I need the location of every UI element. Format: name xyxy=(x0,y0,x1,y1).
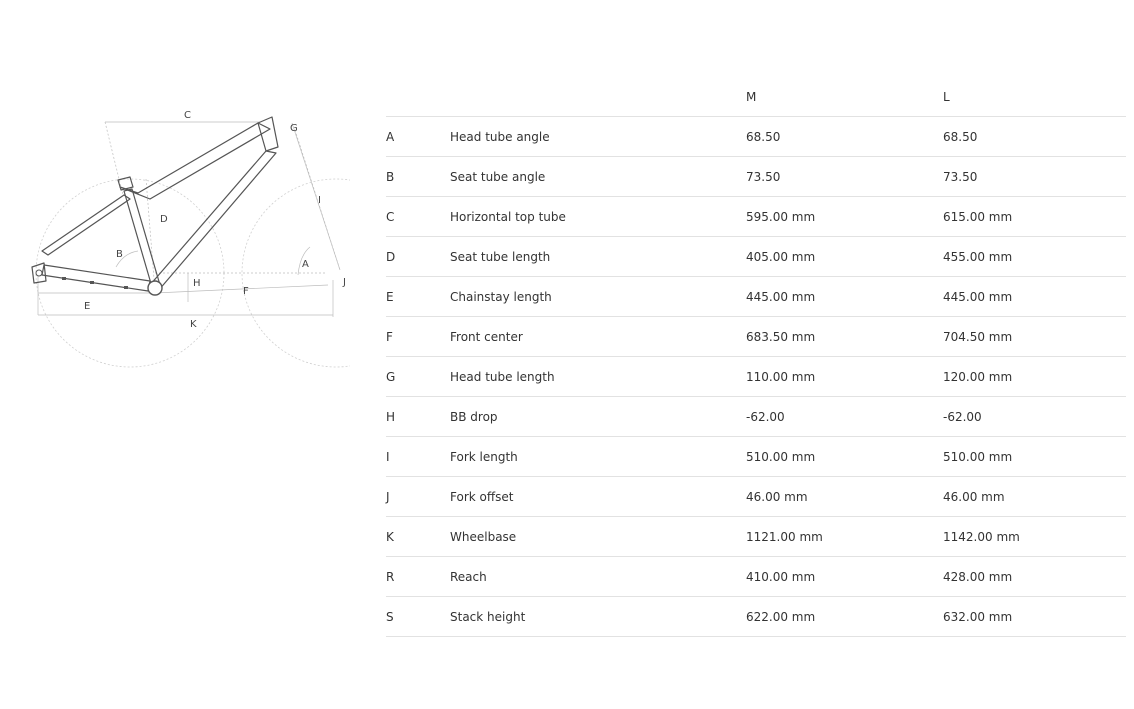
frame-tubes xyxy=(32,117,278,291)
header-key xyxy=(386,77,450,117)
row-name: Fork offset xyxy=(450,477,746,517)
dim-label-c: C xyxy=(184,110,191,121)
row-value-l: 120.00 mm xyxy=(943,357,1126,397)
row-key: F xyxy=(386,317,450,357)
row-name: Seat tube length xyxy=(450,237,746,277)
dim-label-d: D xyxy=(160,214,168,225)
row-value-l: 73.50 xyxy=(943,157,1126,197)
dim-label-j: J xyxy=(343,277,346,288)
row-value-l: -62.00 xyxy=(943,397,1126,437)
row-key: K xyxy=(386,517,450,557)
row-value-l: 632.00 mm xyxy=(943,597,1126,637)
row-value-m: 68.50 xyxy=(746,117,943,157)
table-row xyxy=(386,597,1126,637)
table-row xyxy=(386,277,1126,317)
dimension-lines xyxy=(38,122,340,317)
row-key: B xyxy=(386,157,450,197)
dim-label-a: A xyxy=(302,259,309,270)
row-name: Front center xyxy=(450,317,746,357)
table-row xyxy=(386,197,1126,237)
table-row xyxy=(386,397,1126,437)
row-key: E xyxy=(386,277,450,317)
row-key: H xyxy=(386,397,450,437)
row-name: Seat tube angle xyxy=(450,157,746,197)
row-name: BB drop xyxy=(450,397,746,437)
row-value-m: 510.00 mm xyxy=(746,437,943,477)
table-header-row xyxy=(386,77,1126,117)
table-row xyxy=(386,477,1126,517)
row-name: Reach xyxy=(450,557,746,597)
table-row xyxy=(386,117,1126,157)
table-row xyxy=(386,237,1126,277)
row-name: Chainstay length xyxy=(450,277,746,317)
row-value-m: 445.00 mm xyxy=(746,277,943,317)
row-name: Head tube angle xyxy=(450,117,746,157)
table-row xyxy=(386,157,1126,197)
row-key: G xyxy=(386,357,450,397)
geometry-table xyxy=(386,77,1126,637)
row-value-m: 410.00 mm xyxy=(746,557,943,597)
row-value-m: 110.00 mm xyxy=(746,357,943,397)
row-key: I xyxy=(386,437,450,477)
row-value-m: 405.00 mm xyxy=(746,237,943,277)
rear-axle xyxy=(36,270,42,276)
row-name: Horizontal top tube xyxy=(450,197,746,237)
row-key: A xyxy=(386,117,450,157)
row-value-l: 46.00 mm xyxy=(943,477,1126,517)
table-row xyxy=(386,357,1126,397)
row-value-m: 46.00 mm xyxy=(746,477,943,517)
row-key: D xyxy=(386,237,450,277)
row-key: J xyxy=(386,477,450,517)
dim-label-b: B xyxy=(116,249,123,260)
header-size-m: M xyxy=(746,77,943,117)
table-row xyxy=(386,517,1126,557)
dim-label-f: F xyxy=(243,286,249,297)
row-key: S xyxy=(386,597,450,637)
dim-label-g: G xyxy=(290,123,298,134)
dim-label-k: K xyxy=(190,319,197,330)
row-value-m: -62.00 xyxy=(746,397,943,437)
bike-frame-drawing xyxy=(20,95,350,380)
row-value-l: 455.00 mm xyxy=(943,237,1126,277)
row-value-m: 1121.00 mm xyxy=(746,517,943,557)
row-key: R xyxy=(386,557,450,597)
dim-label-e: E xyxy=(84,301,91,312)
header-name xyxy=(450,77,746,117)
row-value-l: 510.00 mm xyxy=(943,437,1126,477)
bike-geometry-diagram xyxy=(20,95,350,380)
row-value-m: 683.50 mm xyxy=(746,317,943,357)
row-value-l: 1142.00 mm xyxy=(943,517,1126,557)
dim-label-h: H xyxy=(193,278,201,289)
row-name: Stack height xyxy=(450,597,746,637)
row-name: Wheelbase xyxy=(450,517,746,557)
bottom-bracket xyxy=(148,281,162,295)
row-value-l: 615.00 mm xyxy=(943,197,1126,237)
dimension-labels xyxy=(84,110,346,330)
table-row xyxy=(386,317,1126,357)
table-row xyxy=(386,557,1126,597)
row-name: Head tube length xyxy=(450,357,746,397)
row-value-l: 445.00 mm xyxy=(943,277,1126,317)
dim-label-i: I xyxy=(318,195,321,206)
header-size-l: L xyxy=(943,77,1126,117)
table-row xyxy=(386,437,1126,477)
row-value-m: 622.00 mm xyxy=(746,597,943,637)
row-name: Fork length xyxy=(450,437,746,477)
row-value-l: 68.50 xyxy=(943,117,1126,157)
row-value-l: 704.50 mm xyxy=(943,317,1126,357)
row-key: C xyxy=(386,197,450,237)
row-value-m: 595.00 mm xyxy=(746,197,943,237)
row-value-m: 73.50 xyxy=(746,157,943,197)
row-value-l: 428.00 mm xyxy=(943,557,1126,597)
